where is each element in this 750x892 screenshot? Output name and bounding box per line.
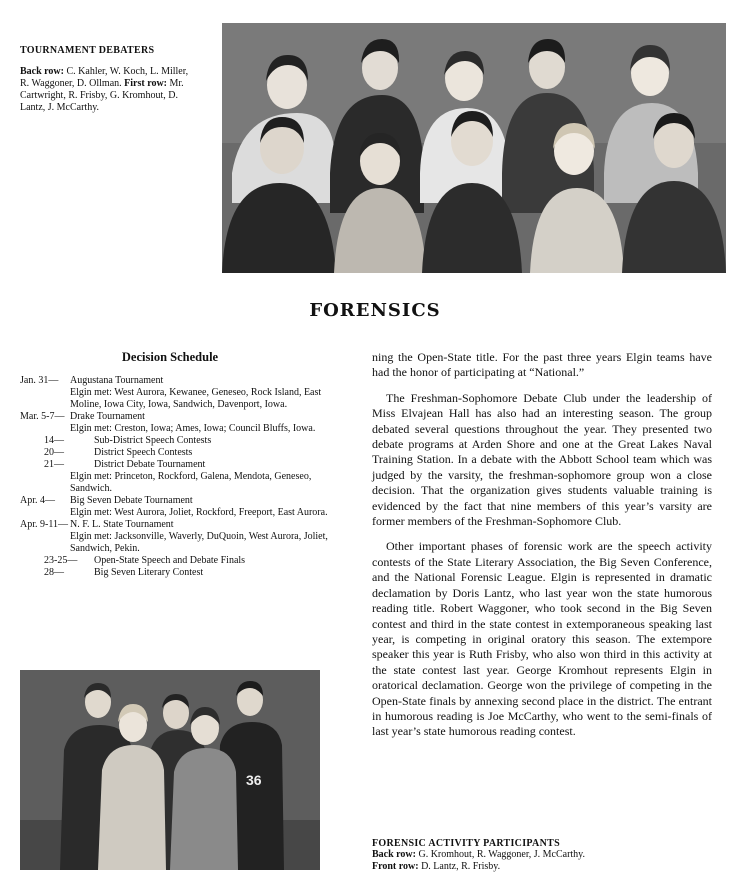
- schedule-opponents: Elgin met: Jacksonville, Waverly, DuQuoin, West Aurora, Joliet, Sandwich, Pekin.: [70, 531, 328, 554]
- forensic-participants-photo: [20, 670, 320, 870]
- back-row-names: C. Kahler, W. Koch, L. Miller, R. Waggoner, D. Ollman.: [20, 66, 189, 89]
- back-row-label: Back row:: [372, 849, 416, 860]
- caption-text: [20, 66, 195, 114]
- schedule-date: Apr. 9-11—: [20, 519, 68, 530]
- schedule-event: District Speech Contests: [94, 447, 193, 458]
- decision-schedule: [20, 375, 332, 579]
- schedule-event: District Debate Tournament: [94, 459, 206, 470]
- top-photo-caption: [20, 45, 195, 114]
- first-row-names: Mr. Cartwright, R. Frisby, G. Kromhout, D. Lantz, J. McCarthy.: [20, 78, 184, 113]
- schedule-date: 23-25—: [44, 555, 78, 566]
- schedule-entry: [20, 567, 332, 579]
- tournament-debaters-photo: [222, 23, 726, 273]
- back-row-names: G. Kromhout, R. Waggoner, J. McCarthy.: [418, 849, 586, 860]
- schedule-date: 21—: [44, 459, 64, 470]
- schedule-entry: [20, 555, 332, 567]
- sweater-number: 36: [246, 772, 262, 788]
- schedule-entry: [20, 435, 332, 447]
- schedule-event: Open-State Speech and Debate Finals: [94, 555, 246, 566]
- schedule-event: Big Seven Literary Contest: [94, 567, 204, 578]
- caption-title: TOURNAMENT DEBATERS: [20, 45, 155, 56]
- front-row-names: D. Lantz, R. Frisby.: [421, 861, 501, 872]
- schedule-event: Drake Tournament: [70, 411, 145, 422]
- schedule-event: Augustana Tournament: [70, 375, 164, 386]
- schedule-opponents: Elgin met: West Aurora, Joliet, Rockford, Freeport, East Aurora.: [70, 507, 328, 518]
- page-heading: FORENSICS: [309, 300, 441, 321]
- schedule-date: 14—: [44, 435, 64, 446]
- forensics-article: [372, 350, 712, 750]
- schedule-opponents: Elgin met: Creston, Iowa; Ames, Iowa; Council Bluffs, Iowa.: [70, 423, 316, 434]
- front-row-label: Front row:: [372, 861, 419, 872]
- schedule-date: Jan. 31—: [20, 375, 59, 386]
- schedule-date: 28—: [44, 567, 64, 578]
- schedule-event: N. F. L. State Tournament: [70, 519, 174, 530]
- schedule-date: Mar. 5-7—: [20, 411, 65, 422]
- schedule-opponents: Elgin met: Princeton, Rockford, Galena, Mendota, Geneseo, Sandwich.: [70, 471, 312, 494]
- caption-title: FORENSIC ACTIVITY PARTICIPANTS: [372, 838, 560, 849]
- schedule-event: Big Seven Debate Tournament: [70, 495, 193, 506]
- first-row-label: First row:: [124, 78, 168, 89]
- caption-text: [372, 849, 592, 873]
- article-paragraph: The Freshman-Sophomore Debate Club under the leadership of Miss Elvajean Hall has also had an interesting season. The group debated several questions throughout the year. They presented two debate programs at Arden Shore and one at the Great Lakes Naval Training Station. In a debate with the Abbott School team which was judged by the varsity, the freshman-sophomore group won a close decision. That the organization gives students valuable training is evidenced by the fact that nine members of this year’s varsity are former members of the Freshman-Sophomore Club.: [372, 390, 712, 529]
- schedule-entry: [20, 519, 332, 555]
- schedule-entry: [20, 375, 332, 411]
- schedule-entry: [20, 447, 332, 459]
- back-row-label: Back row:: [20, 66, 64, 77]
- article-paragraph: Other important phases of forensic work are the speech activity contests of the State Literary Association, the Big Seven Conference, and the National Forensic League. Elgin is represented in dramatic declamation by Doris Lantz, who last year won the state humorous reading title. Robert Waggoner, who took second in the Big Seven contest and third in the state contest in extemporaneous speaking last year, is competing in original oratory this season. The extempore speaker this year is Ruth Frisby, who also won third in this activity at the state contest last year. George Kromhout represents Elgin in oratorical declamation. George won the privilege of competing in the Open-State finals by annexing second place in the district. The entrant in humorous reading is Joe McCarthy, who went to the semi-finals of last year’s state humorous reading contest.: [372, 539, 712, 739]
- article-paragraph: ning the Open-State title. For the past three years Elgin teams have had the honor of participating at “National.”: [372, 350, 712, 380]
- schedule-event: Sub-District Speech Contests: [94, 435, 212, 446]
- bottom-photo-caption: [372, 838, 592, 873]
- schedule-entry: [20, 495, 332, 519]
- schedule-date: Apr. 4—: [20, 495, 55, 506]
- schedule-entry: [20, 459, 332, 495]
- schedule-date: 20—: [44, 447, 64, 458]
- schedule-opponents: Elgin met: West Aurora, Kewanee, Geneseo, Rock Island, East Moline, Iowa City, Iowa, Sandwich, Davenport, Iowa.: [70, 387, 322, 410]
- schedule-title: Decision Schedule: [121, 350, 219, 364]
- schedule-entry: [20, 411, 332, 435]
